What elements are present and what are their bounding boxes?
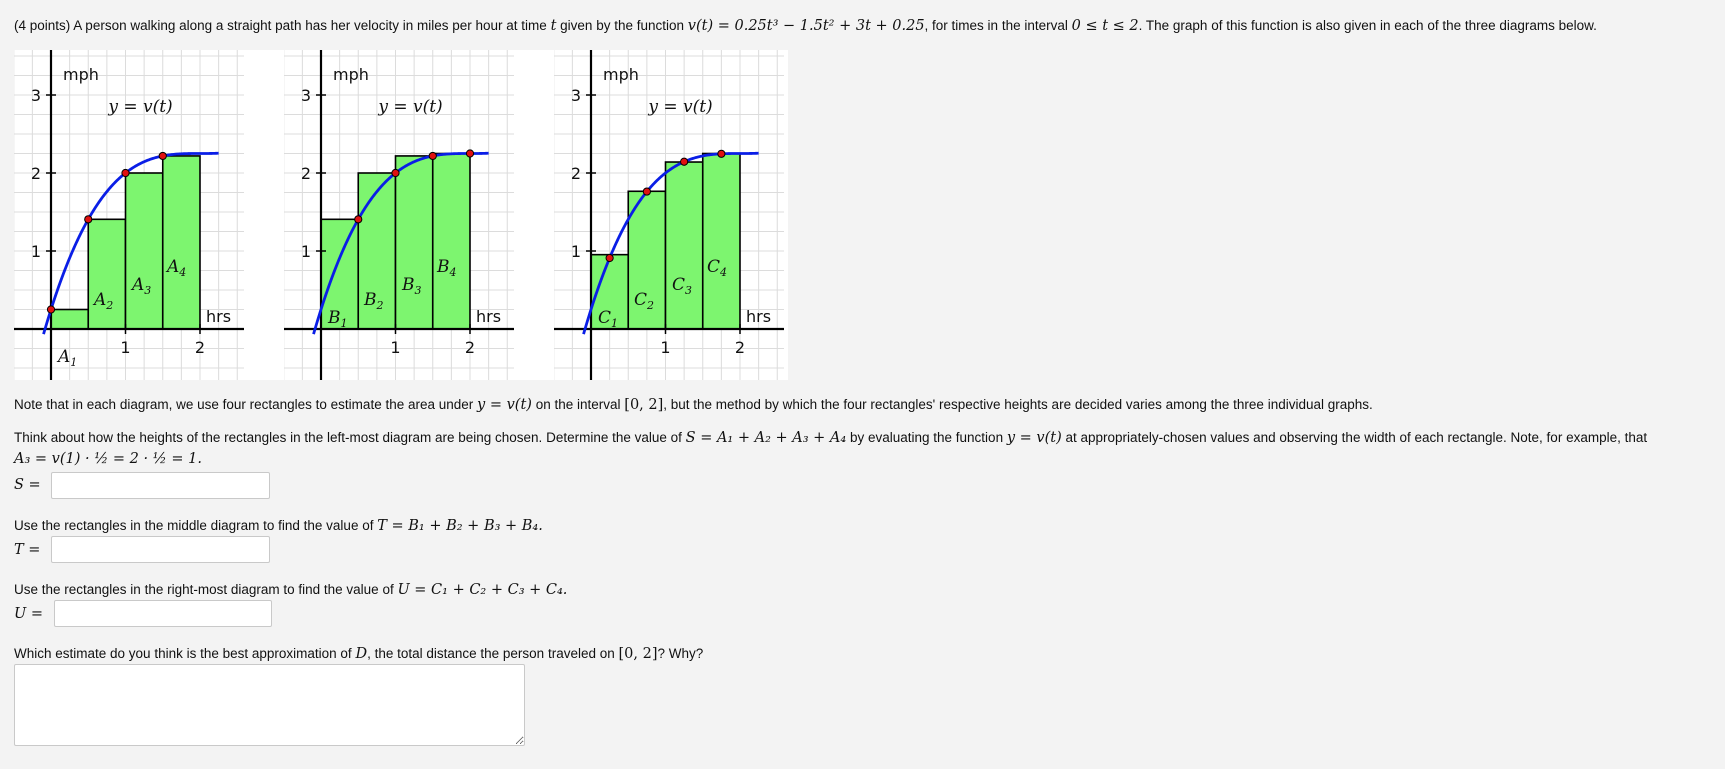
x-tick-label: 1: [660, 338, 671, 357]
rectangle-label: $B_2$: [364, 290, 384, 312]
sample-point: [606, 254, 613, 261]
example-expression: A₃ = v(1) · ½ = 2 · ½ = 1.: [14, 451, 202, 467]
sample-point: [47, 306, 54, 313]
estimate-rectangle: [163, 156, 200, 329]
u-answer-input[interactable]: [54, 600, 272, 627]
note-text-2: on the interval: [535, 397, 621, 412]
t-answer-input[interactable]: [51, 536, 270, 563]
explanation-textarea[interactable]: [14, 664, 525, 746]
example-line: [14, 450, 202, 468]
sample-point: [643, 188, 650, 195]
rectangle-label: $C_2$: [634, 290, 655, 312]
sum-s-expression: S = A₁ + A₂ + A₃ + A₄: [685, 430, 847, 446]
s-label-text: S =: [14, 477, 41, 493]
estimate-rectangle: [666, 162, 703, 329]
x-tick-label: 1: [390, 338, 401, 357]
curve-label: y = v(t): [378, 97, 443, 117]
sample-point: [85, 216, 92, 223]
rectangle-label: $C_3$: [672, 275, 693, 297]
u-prompt-text: Use the rectangles in the right-most diagram to find the value of: [14, 582, 394, 597]
x-unit-label: hrs: [206, 307, 232, 326]
graph-note: . The graph of this function is also given in each of the three diagrams below.: [1138, 18, 1597, 33]
rectangle-label: $A_2$: [94, 290, 114, 312]
interval-expression: 0 ≤ t ≤ 2: [1071, 18, 1139, 34]
x-tick-label: 2: [734, 338, 746, 357]
think-function: y = v(t): [1006, 430, 1062, 446]
y-tick-label: 3: [300, 86, 311, 105]
t-label: [14, 542, 40, 558]
points-label: (4 points): [14, 18, 71, 33]
sample-point: [466, 150, 473, 157]
estimate-rectangle: [703, 154, 740, 330]
sample-point: [355, 216, 362, 223]
estimate-rectangle: [433, 154, 470, 330]
think-paragraph: [14, 429, 1647, 447]
function-expression: v(t) = 0.25t³ − 1.5t² + 3t + 0.25: [687, 18, 925, 34]
best-prompt-text-2: , the total distance the person traveled on: [367, 646, 615, 661]
y-tick-label: 3: [30, 86, 41, 105]
curve-label: y = v(t): [648, 97, 713, 117]
note-text-3: , but the method by which the four rectangles' respective heights are decided varies among the three individual graphs.: [663, 397, 1373, 412]
best-prompt: [14, 645, 703, 663]
u-prompt: [14, 581, 567, 599]
x-unit-label: hrs: [746, 307, 772, 326]
rectangle-label: $C_1$: [598, 308, 619, 330]
diagram-right: [554, 50, 784, 380]
sample-point: [429, 152, 436, 159]
diagram-left: [14, 50, 244, 380]
sample-point: [122, 169, 129, 176]
interval-text: , for times in the interval: [924, 18, 1068, 33]
estimate-rectangle: [396, 156, 433, 329]
x-tick-label: 1: [120, 338, 131, 357]
best-prompt-text-3: ? Why?: [657, 646, 704, 661]
think-text-3: at appropriately-chosen values and observing the width of each rectangle. Note, for example, that: [1065, 430, 1648, 445]
time-variable: t: [550, 18, 557, 34]
x-tick-label: 2: [194, 338, 206, 357]
estimate-rectangle: [51, 310, 88, 330]
t-expression: T = B₁ + B₂ + B₃ + B₄.: [377, 518, 543, 534]
u-expression: U = C₁ + C₂ + C₃ + C₄.: [397, 582, 568, 598]
u-label: [14, 606, 43, 622]
y-tick-label: 1: [30, 242, 41, 261]
y-tick-label: 3: [570, 86, 581, 105]
rectangle-label: $B_4$: [437, 257, 457, 279]
intro-text: A person walking along a straight path has her velocity in miles per hour at time: [73, 18, 547, 33]
y-tick-label: 1: [570, 242, 581, 261]
best-interval: [0, 2]: [618, 646, 658, 662]
t-label-text: T =: [14, 542, 41, 558]
rectangle-label: $A_4$: [167, 257, 187, 279]
think-text: Think about how the heights of the rectangles in the left-most diagram are being chosen. Determine the value of: [14, 430, 682, 445]
x-tick-label: 2: [464, 338, 476, 357]
y-unit-label: mph: [63, 65, 99, 84]
curve-label: y = v(t): [108, 97, 173, 117]
note-expression: y = v(t): [477, 397, 532, 413]
estimate-rectangle: [88, 219, 125, 329]
t-prompt-text: Use the rectangles in the middle diagram to find the value of: [14, 518, 374, 533]
rectangle-label: $B_3$: [402, 275, 422, 297]
rectangle-label: $A_3$: [132, 275, 152, 297]
y-unit-label: mph: [333, 65, 369, 84]
note-interval: [0, 2]: [624, 397, 664, 413]
distance-variable: D: [355, 646, 368, 662]
note-text: Note that in each diagram, we use four rectangles to estimate the area under: [14, 397, 474, 412]
best-prompt-text: Which estimate do you think is the best approximation of: [14, 646, 352, 661]
y-tick-label: 2: [300, 164, 311, 183]
sample-point: [392, 169, 399, 176]
rectangle-label: $B_1$: [328, 308, 348, 330]
sample-point: [718, 150, 725, 157]
s-answer-input[interactable]: [51, 472, 270, 499]
sample-point: [681, 158, 688, 165]
y-unit-label: mph: [603, 65, 639, 84]
sample-point: [159, 152, 166, 159]
rectangle-label: $C_4$: [707, 257, 728, 279]
y-tick-label: 1: [300, 242, 311, 261]
given-text: given by the function: [560, 18, 685, 33]
diagram-middle: [284, 50, 514, 380]
estimate-rectangle: [126, 173, 163, 329]
u-label-text: U =: [14, 606, 43, 622]
think-text-2: by evaluating the function: [849, 430, 1004, 445]
problem-intro: [14, 17, 1597, 35]
note-paragraph: [14, 396, 1373, 414]
s-label: [14, 477, 41, 493]
y-tick-label: 2: [30, 164, 41, 183]
y-tick-label: 2: [570, 164, 581, 183]
t-prompt: [14, 517, 543, 535]
diagrams-panel: [14, 50, 788, 380]
rectangle-label: $A_1$: [58, 347, 78, 369]
x-unit-label: hrs: [476, 307, 502, 326]
